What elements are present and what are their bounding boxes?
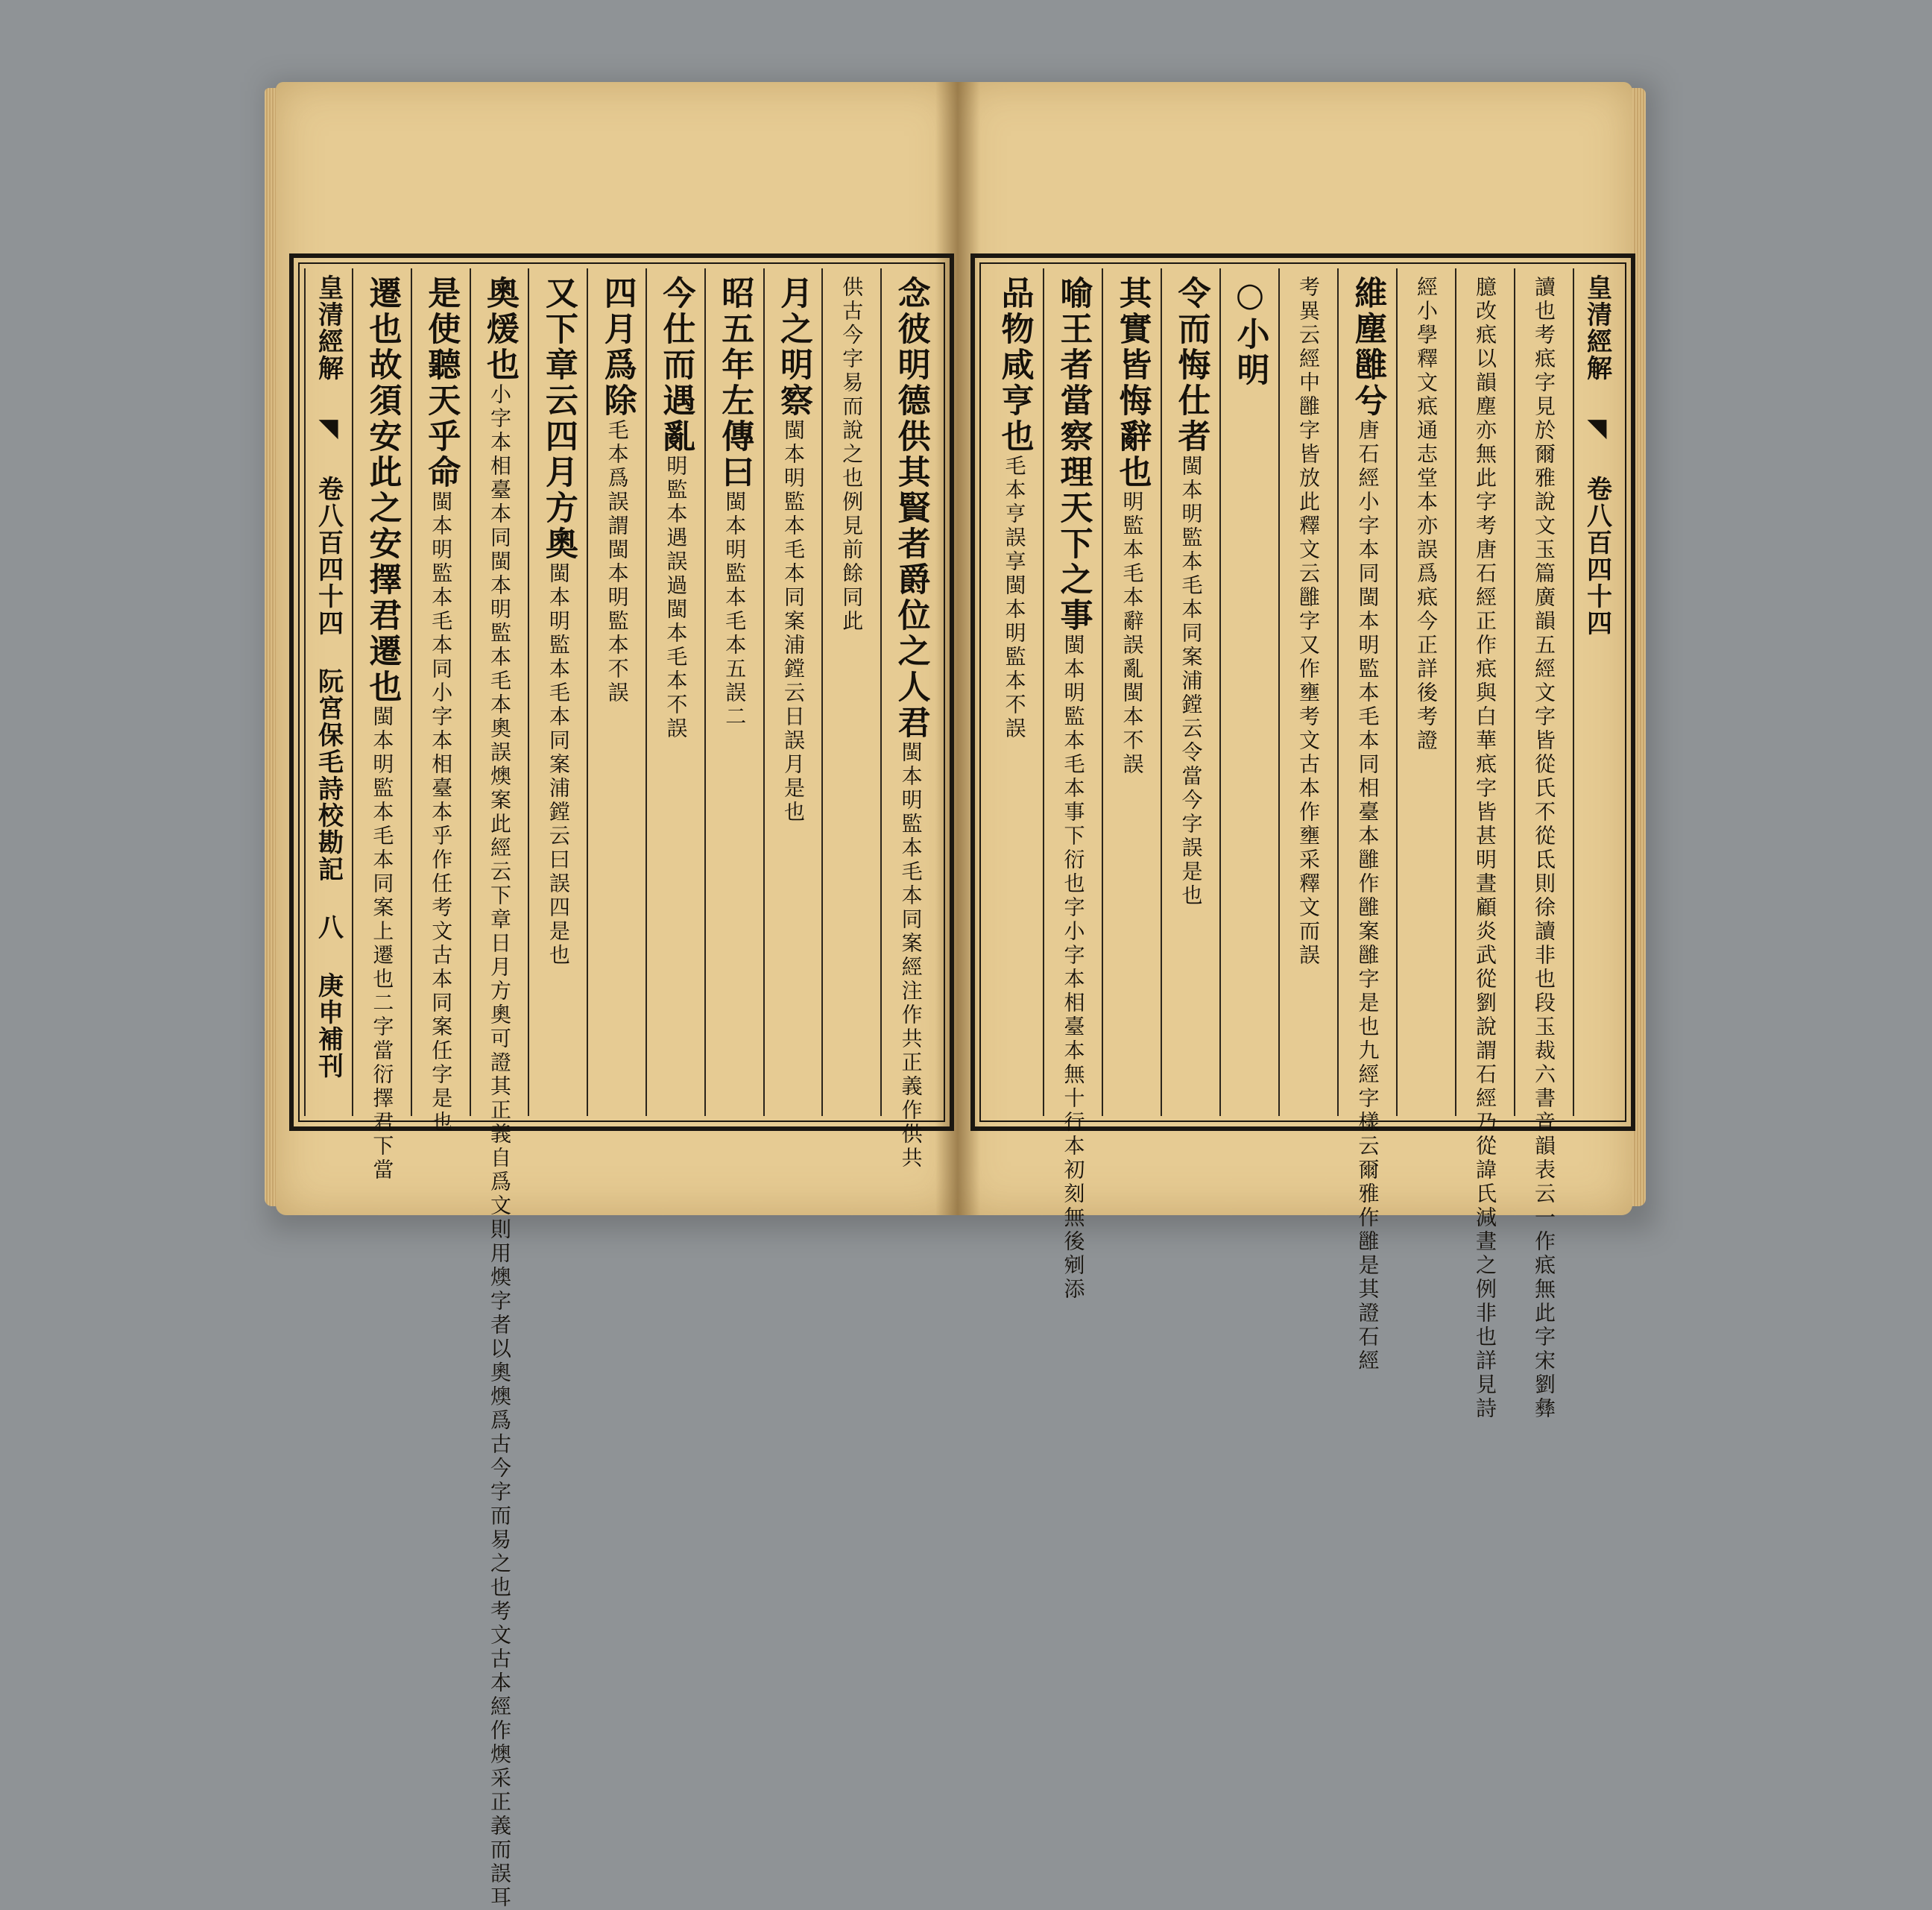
center-volume: 卷八百四十四 [313, 476, 344, 637]
fold-center-column [304, 268, 352, 1116]
fish-tail-mark: ◥ [1582, 413, 1612, 444]
text-column: 讀也考疷字見於爾雅說文玉篇廣韻五經文字皆從氏不從氐則徐讀非也段玉裁六書音韻表云一作疷無此字宋劉彝 [1514, 268, 1573, 1116]
text-column: 四月爲除毛本爲誤謂閩本明監本不誤 [587, 268, 645, 1116]
center-work-title: 阮宮保毛詩校勘記 [313, 668, 344, 883]
text-column: 維塵雝兮唐石經小字本同閩本明監本毛本同相臺本雝作雝案雝字是也九經字樣云爾雅作雝是其證石經 [1337, 268, 1396, 1116]
text-column: 喻王者當察理天下之事閩本明監本毛本事下衍也字小字本相臺本無十行本初刻無後剜添 [1043, 268, 1102, 1116]
center-volume: 卷八百四十四 [1582, 476, 1612, 637]
center-title: 皇清經解 [313, 274, 344, 382]
fold-center-column [1573, 268, 1620, 1116]
left-page-text-frame [289, 253, 954, 1910]
text-column: 令而悔仕者閩本明監本毛本同案浦鏜云令當今字誤是也 [1161, 268, 1219, 1116]
text-column: 其實皆悔辭也明監本毛本辭誤亂閩本不誤 [1102, 268, 1161, 1116]
text-column: 念彼明德供其賢者爵位之人君閩本明監本毛本同案經注作共正義作供共 [880, 268, 939, 1116]
text-column: 考異云經中雝字皆放此釋文云雝字又作壅考文古本作壅采釋文而誤 [1278, 268, 1337, 1116]
text-column: 是使聽天乎命閩本明監本毛本同小字本相臺本乎作任考文古本同案任字是也 [411, 268, 470, 1116]
center-title: 皇清經解 [1582, 274, 1612, 382]
text-column: 奧煖也小字本相臺本同閩本明監本毛本奧誤燠案此經云下章日月方奧可證其正義自爲文則用燠字者以奧燠爲古今字而易之也考文古本經作燠采正義而誤耳 [470, 268, 528, 1116]
center-page-number: 八 [313, 914, 344, 941]
text-column: 昭五年左傳曰閩本明監本毛本五誤二 [704, 268, 763, 1116]
text-column: 臆改疷以韻塵亦無此字考唐石經正作疷與白華疷字皆甚明晝顧炎武從劉說謂石經乃從諱氏減晝之例非也詳見詩 [1455, 268, 1514, 1116]
fish-tail-mark: ◥ [313, 413, 344, 444]
text-column: 品物咸亨也毛本亨誤享閩本明監本不誤 [995, 276, 1034, 741]
text-column: 月之明察閩本明監本毛本同案浦鏜云日誤月是也 [763, 268, 822, 1116]
text-column: 遷也故須安此之安擇君遷也閩本明監本毛本同案上遷也二字當衍擇君下當 [352, 268, 411, 1116]
text-column: ○小明 [1219, 268, 1278, 1116]
text-column: 又下章云四月方奧閩本明監本毛本同案浦鏜云曰誤四是也 [528, 268, 587, 1116]
text-column: 經小學釋文疷通志堂本亦誤爲疷今正詳後考證 [1396, 268, 1455, 1116]
text-column: 供古今字易而說之也例見前餘同此 [821, 268, 880, 1116]
text-column: 今仕而遇亂明監本遇誤過閩本毛本不誤 [645, 268, 704, 1116]
right-page-text-frame [970, 253, 1635, 1421]
center-colophon: 庚申補刊 [313, 972, 344, 1080]
